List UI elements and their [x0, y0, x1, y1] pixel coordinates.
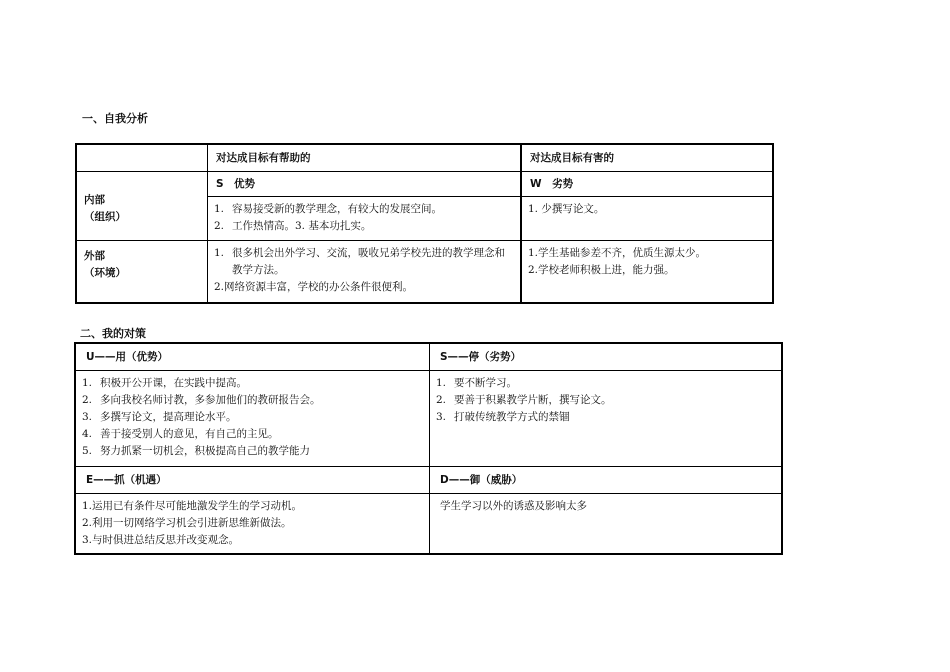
list-item: 3.与时俱进总结反思并改变观念。 — [82, 534, 240, 546]
e-title: E——抓（机遇） — [75, 467, 430, 494]
list-item: 1. 要不断学习。 — [436, 377, 517, 389]
list-item: 1. 很多机会出外学习、交流，吸收兄弟学校先进的教学理念和教学方法。 — [214, 247, 505, 276]
strategy-table — [74, 342, 783, 555]
external-label: 外部 （环境） — [76, 241, 208, 303]
u-list — [75, 371, 430, 467]
list-item: 2. 多向我校名师讨教，多参加他们的教研报告会。 — [82, 394, 321, 406]
d-title: D——御（威胁） — [430, 467, 783, 494]
list-item: 2.学校老师积极上进，能力强。 — [528, 264, 675, 276]
list-item: 2. 工作热情高。3. 基本功扎实。 — [214, 220, 372, 232]
list-item: 3. 多撰写论文，提高理论水平。 — [82, 411, 237, 423]
threats-list — [521, 241, 773, 303]
e-list — [75, 494, 430, 554]
strengths-list — [208, 197, 522, 241]
s-title: S——停（劣势） — [430, 343, 783, 371]
u-title: U——用（优势） — [75, 343, 430, 371]
internal-label: 内部 （组织） — [76, 172, 208, 241]
section2-title: 二、我的对策 — [80, 327, 146, 340]
section1-title: 一、自我分析 — [82, 112, 148, 125]
list-item: 1. 积极开公开课，在实践中提高。 — [82, 377, 247, 389]
header-harmful: 对达成目标有害的 — [521, 144, 773, 172]
list-item: 4. 善于接受别人的意见，有自己的主见。 — [82, 428, 279, 440]
list-item: 2.利用一切网络学习机会引进新思维新做法。 — [82, 517, 292, 529]
s-list — [430, 371, 783, 467]
list-item: 1.学生基础参差不齐，优质生源太少。 — [528, 247, 707, 259]
d-text: 学生学习以外的诱惑及影响太多 — [430, 494, 783, 554]
self-analysis-table — [75, 143, 774, 304]
list-item: 1. 容易接受新的教学理念，有较大的发展空间。 — [214, 203, 442, 215]
list-item: 1.运用已有条件尽可能地激发学生的学习动机。 — [82, 500, 303, 512]
strengths-title: S 优势 — [208, 172, 522, 197]
weaknesses-list — [521, 197, 773, 241]
list-item: 3. 打破传统教学方式的禁锢 — [436, 411, 570, 423]
list-item: 5. 努力抓紧一切机会，积极提高自己的教学能力 — [82, 445, 310, 457]
weaknesses-title: W 劣势 — [521, 172, 773, 197]
list-item: 1. 少撰写论文。 — [528, 203, 605, 215]
header-helpful: 对达成目标有帮助的 — [208, 144, 522, 172]
table1-corner-cell — [76, 144, 208, 172]
opportunities-list — [208, 241, 522, 303]
list-item: 2.网络资源丰富，学校的办公条件很便利。 — [214, 281, 414, 293]
list-item: 2. 要善于积累教学片断，撰写论文。 — [436, 394, 612, 406]
